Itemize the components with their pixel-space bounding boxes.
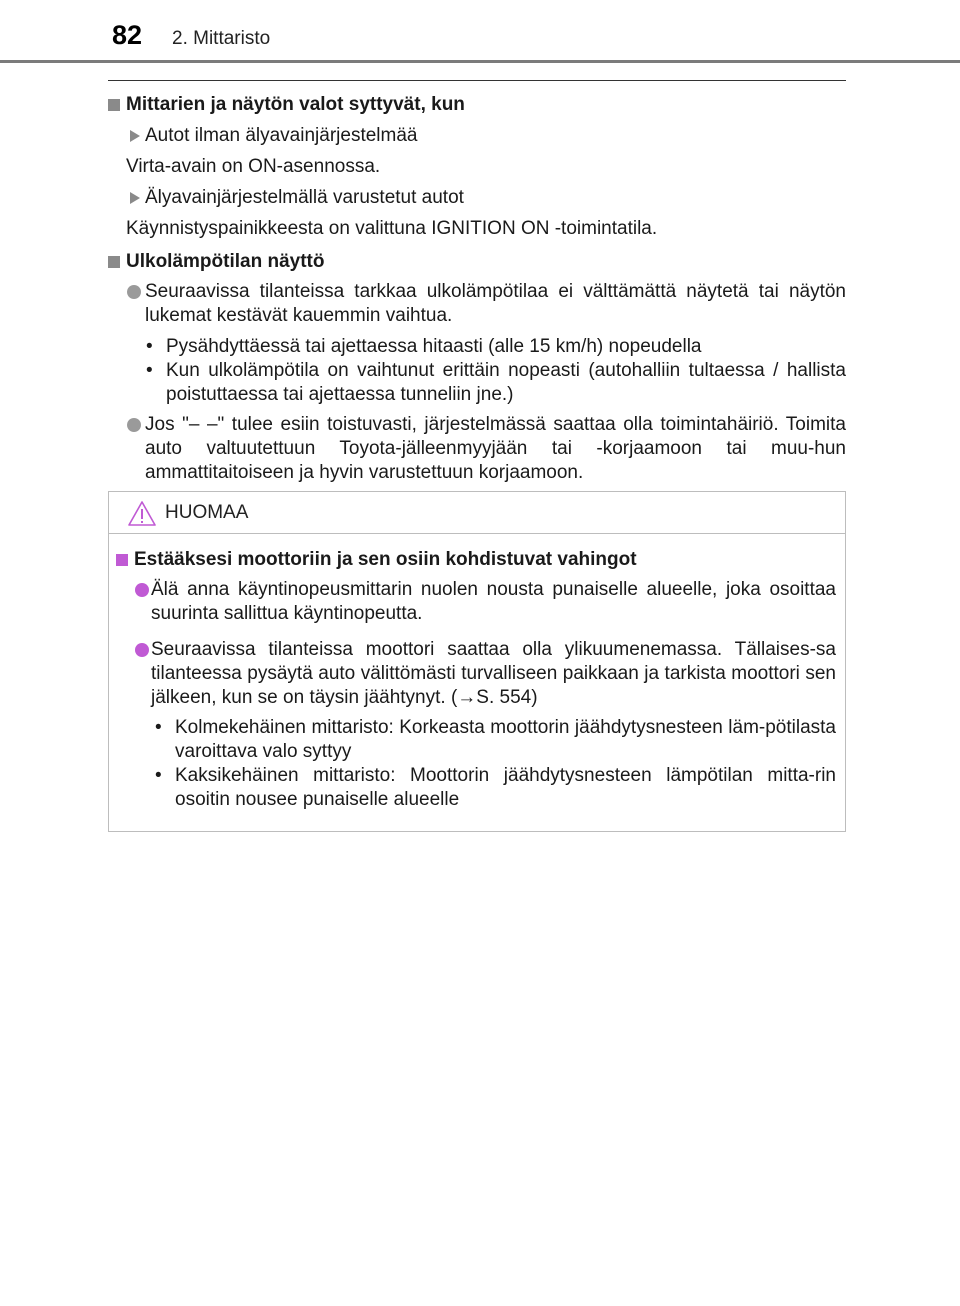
notice-bullet-list (109, 716, 836, 812)
notice-box (108, 491, 846, 832)
triangle-arrow-icon (130, 192, 140, 204)
notice-title: Estääksesi moottoriin ja sen osiin kohdistuvat vahingot (109, 548, 836, 572)
main-content (108, 90, 846, 485)
square-bullet-icon (116, 554, 128, 566)
point-temp-delay: Seuraavissa tilanteissa tarkkaa ulkolämpötilaa ei välttämättä näytetä tai näytön lukemat kestävät kauemmin vaihtua. (108, 280, 846, 328)
paragraph-ignition-on: Käynnistyspainikkeesta on valittuna IGNITION ON -toimintatila. (126, 218, 658, 239)
section-title-outside-temp: Ulkolämpötilan näyttö (108, 250, 846, 274)
list-item: • Kaksikehäinen mittaristo: Moottorin jäähdytysnesteen lämpötilan mitta-rin osoitin nousee punaiselle alueelle (155, 765, 836, 810)
round-bullet-icon (127, 285, 141, 299)
notice-label: HUOMAA (165, 502, 249, 523)
section-title-lights: Mittarien ja näytön valot syttyvät, kun (108, 93, 846, 117)
subheading-no-smart-key: Autot ilman älyavainjärjestelmää (108, 124, 846, 148)
header-divider (0, 60, 960, 63)
round-bullet-icon (135, 643, 149, 657)
list-item: • Kolmekehäinen mittaristo: Korkeasta moottorin jäähdytysnesteen läm-pötilasta varoittava valo syttyy (155, 717, 836, 762)
square-bullet-icon (108, 256, 120, 268)
list-item: • Pysähdyttäessä tai ajettaessa hitaasti (alle 15 km/h) nopeudella (146, 336, 702, 357)
bullet-list-temp (108, 335, 846, 407)
round-bullet-icon (127, 418, 141, 432)
notice-body (109, 548, 845, 812)
warning-triangle-icon (127, 500, 157, 527)
notice-header (109, 492, 845, 534)
round-bullet-icon (135, 583, 149, 597)
notice-point-overheat: Seuraavissa tilanteissa moottori saattaa olla ylikuumenemassa. Tällaises-sa tilanteessa pysäytä auto välittömästi turvalliseen paikkaan ja tarkista moottori sen jälkeen, kun se on täysin jäähtynyt. (→S. 554) (109, 638, 836, 710)
subheading-smart-key: Älyavainjärjestelmällä varustetut autot (108, 186, 846, 210)
notice-point-rpm: Älä anna käyntinopeusmittarin nuolen nousta punaiselle alueelle, joka osoittaa suurinta sallittua käyntinopeutta. (109, 578, 836, 626)
content-top-rule (108, 80, 846, 81)
page-number: 82 (112, 20, 143, 50)
point-malfunction: Jos "– –" tulee esiin toistuvasti, järjestelmässä saattaa olla toimintahäiriö. Toimita auto valtuutettuun Toyota-jälleenmyyjään tai -korjaamoon tai muu-hun ammattitaitoiseen ja hyvin varustettuun korjaamoon. (108, 413, 846, 485)
chapter-title: 2. Mittaristo (172, 28, 271, 49)
list-item: • Kun ulkolämpötila on vaihtunut erittäin nopeasti (autohalliin tultaessa / hallista poistuttaessa tai ajettaessa tunneliin jne.) (146, 360, 846, 405)
square-bullet-icon (108, 99, 120, 111)
triangle-arrow-icon (130, 130, 140, 142)
paragraph-key-on: Virta-avain on ON-asennossa. (126, 156, 381, 177)
